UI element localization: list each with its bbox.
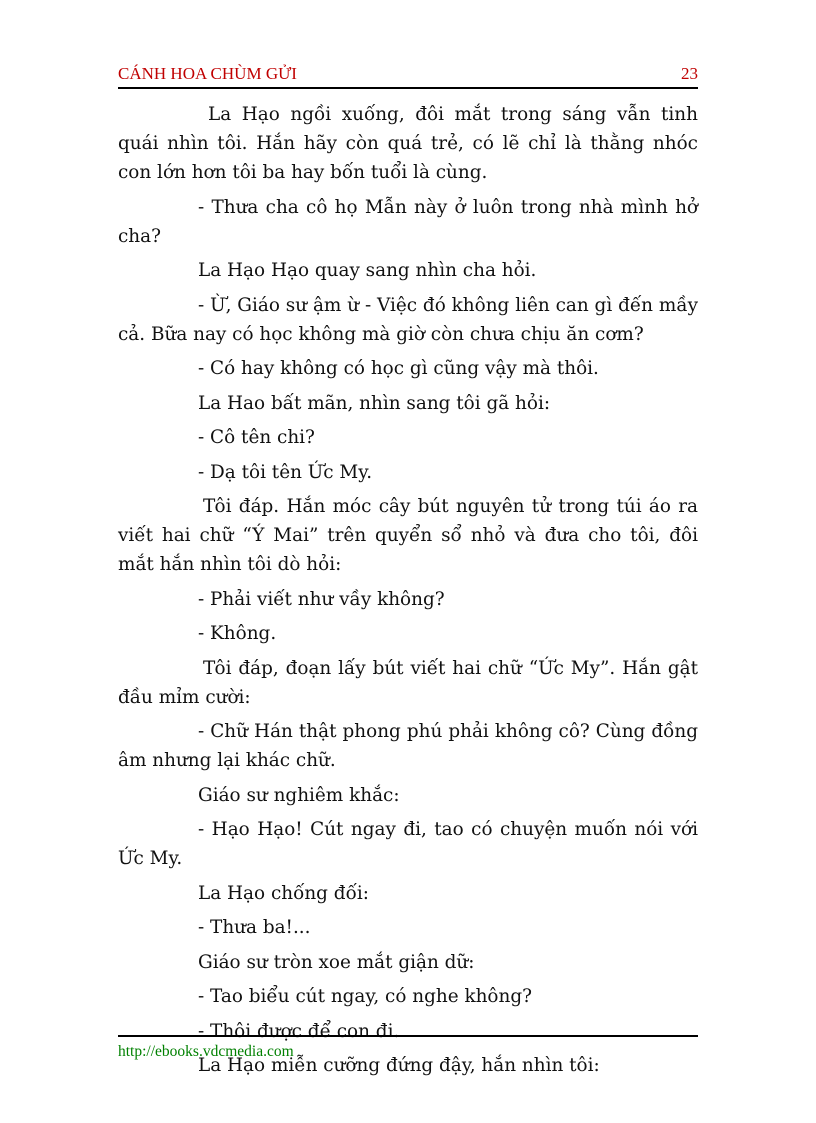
page-body bbox=[118, 100, 698, 1086]
paragraph: La Hạo ngồi xuống, đôi mắt trong sáng vẫn tinh quái nhìn tôi. Hắn hãy còn quá trẻ, có lẽ chỉ là thằng nhóc con lớn hơn tôi ba hay bốn tuổi là cùng. bbox=[118, 104, 698, 183]
paragraph: - Ừ, Giáo sư ậm ừ - Việc đó không liên can gì đến mầy cả. Bữa nay có học không mà giờ còn chưa chịu ăn cơm? bbox=[118, 294, 698, 345]
paragraph: Giáo sư tròn xoe mắt giận dữ: bbox=[198, 951, 475, 973]
paragraph: - Thôi được để con đi. bbox=[198, 1020, 400, 1042]
footer-divider bbox=[118, 1035, 698, 1037]
header-divider bbox=[118, 87, 698, 89]
book-title: CÁNH HOA CHÙM GỬI bbox=[118, 64, 297, 83]
paragraph: - Thưa ba!... bbox=[198, 917, 311, 938]
paragraph: Giáo sư nghiêm khắc: bbox=[198, 784, 400, 806]
page-header bbox=[118, 64, 698, 84]
paragraph: Tôi đáp. Hắn móc cây bút nguyên tử trong túi áo ra viết hai chữ “Ý Mai” trên quyển sổ nhỏ và đưa cho tôi, đôi mắt hắn nhìn tôi dò hỏi: bbox=[118, 496, 698, 575]
paragraph: - Thưa cha cô họ Mẫn này ở luôn trong nhà mình hở cha? bbox=[118, 196, 698, 247]
footer-link[interactable]: http://ebooks.vdcmedia.com bbox=[118, 1043, 294, 1060]
paragraph: - Dạ tôi tên Ức My. bbox=[198, 461, 373, 483]
page-number: 23 bbox=[681, 64, 698, 83]
paragraph: La Hao bất mãn, nhìn sang tôi gã hỏi: bbox=[198, 392, 551, 414]
paragraph: - Chữ Hán thật phong phú phải không cô? Cùng đồng âm nhưng lại khác chữ. bbox=[118, 721, 698, 771]
paragraph: La Hạo miễn cưỡng đứng đậy, hắn nhìn tôi: bbox=[198, 1055, 600, 1076]
paragraph: La Hạo chống đối: bbox=[198, 882, 369, 904]
paragraph: - Hạo Hạo! Cút ngay đi, tao có chuyện muốn nói với Ức My. bbox=[118, 819, 698, 869]
paragraph: - Không. bbox=[198, 623, 277, 644]
paragraph: - Cô tên chi? bbox=[198, 427, 315, 448]
paragraph: - Phải viết như vầy không? bbox=[198, 588, 445, 610]
paragraph: La Hạo Hạo quay sang nhìn cha hỏi. bbox=[198, 260, 537, 281]
paragraph: Tôi đáp, đoạn lấy bút viết hai chữ “Ức My”. Hắn gật đầu mỉm cười: bbox=[118, 657, 698, 708]
paragraph: - Tao biểu cút ngay, có nghe không? bbox=[198, 986, 532, 1007]
paragraph: - Có hay không có học gì cũng vậy mà thôi. bbox=[198, 358, 599, 379]
